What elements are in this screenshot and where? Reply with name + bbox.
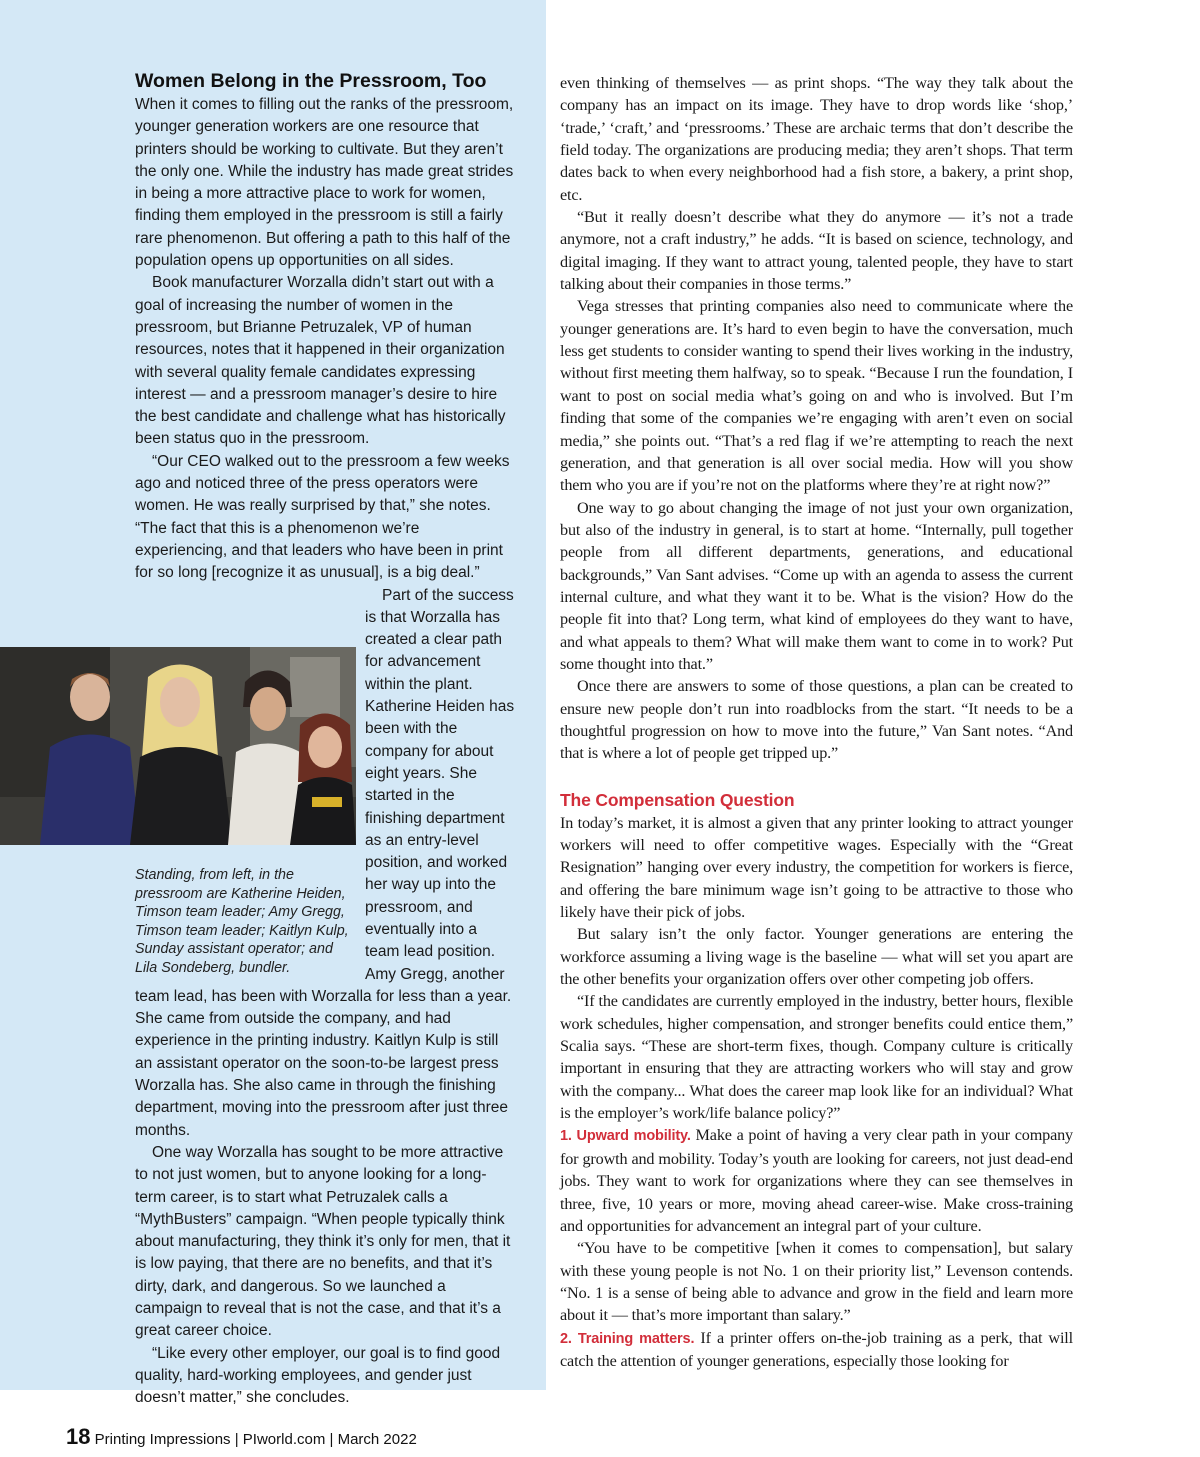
page-number: 18 (66, 1424, 91, 1449)
list-item-upward-mobility (560, 1124, 1073, 1237)
main-paragraph-1: even thinking of themselves — as print shops. “The way they talk about the company has an impact on its image. They have to drop words like ‘shop,’ ‘trade,’ ‘craft,’ and ‘pressrooms.’ These are archaic terms that don’t describe the field today. The organizations are producing media; they aren’t shops. That term dates back to when every neighborhood had a fish store, a bakery, a print shop, etc. (560, 74, 1073, 204)
sidebar-paragraph-1: When it comes to filling out the ranks of the pressroom, younger generation workers are one resource that printers should be working to cultivate. But they aren’t the only one. While the industry has made great strides in being a more attractive place to work for women, finding them employed in the pressroom is still a fairly rare phenomenon. But offering a path to this half of the population opens up opportunities on all sides. (135, 96, 514, 270)
issue-date: March 2022 (337, 1431, 417, 1448)
main-paragraph-3: Vega stresses that printing companies also need to communicate where the younger generations are. It’s hard to even begin to have the conversation, much less get students to consider wanting to spend their lives working in the industry, without first meeting them halfway, so to speak. “Because I run the foundation, I want to post on social media what’s going on and who is involved. But I’m finding that some of the companies we’re engaging with aren’t even on social media,” she points out. “That’s a red flag if we’re attempting to reach the next generation, and that generation is all over social media. How will you show them who you are if you’re not on the platforms where they’re at right now?” (560, 297, 1073, 495)
main-paragraph-2: “But it really doesn’t describe what they do anymore — it’s not a trade anymore, not a craft industry,” he adds. “It is based on science, technology, and digital imaging. If they want to attract young, talented people, they have to start talking about their companies in those terms.” (560, 208, 1073, 294)
pressroom-photo (0, 647, 356, 845)
page-footer (66, 1424, 417, 1450)
main-paragraph-4: One way to go about changing the image of not just your own organization, but also of the industry in general, is to start at home. “Internally, pull together people from all different departments, generations, and educational backgrounds,” Van Sant advises. “Come up with an agenda to assess the current internal culture, and what they want it to be. What is the vision? How do the people fit into that? Long term, what kind of employees do they want to have, and what appeals to them? What will make them want to come in to work? Put some thought into that.” (560, 498, 1073, 673)
sidebar-paragraph-4: Part of the success is that Worzalla has created a clear path for advancement within the plant. Katherine Heiden has been with the company for about eight years. She started in the finishing department as an entry-level position, and worked her way up into the pressroom, and eventually into a team lead position. Amy Gregg, another team lead, has been with Worzalla for less than a year. She came from outside the company, and had experience in the printing industry. Kaitlyn Kulp is still an assistant operator on the soon-to-be largest press Worzalla has. She also came in through the finishing department, moving into the pressroom after just three months. (135, 586, 515, 1139)
list-item-text: Make a point of having a very clear path in your company for growth and mobility. Today’s youth are looking for careers, not just dead-end jobs. They want to work for organizations where they can see themselves in three, five, 10 years or more, moving ahead career-wise. Make cross-training and opportunities for advancement an integral part of your culture. (560, 1126, 1073, 1235)
main-paragraph-5: Once there are answers to some of those questions, a plan can be created to ensure new people don’t run into roadblocks from the start. “It needs to be a thoughtful progression on how to move into the future,” Van Sant notes. “And that is where a lot of people get tripped up.” (560, 677, 1073, 763)
main-article (560, 72, 1073, 1372)
main-paragraph-6: In today’s market, it is almost a given that any printer looking to attract younger workers will need to offer competitive wages. Especially with the “Great Resignation” hanging over every industry, the competition for workers is fierce, and offering the bare minimum wage isn’t going to be attractive to those who likely have their pick of jobs. (560, 813, 1073, 922)
main-paragraph-9: “You have to be competitive [when it comes to compensation], but salary with these young people is not No. 1 on their priority list,” Levenson contends. “No. 1 is a sense of being able to advance and grow in the field and learn more about it — that’s more important than salary.” (560, 1239, 1073, 1325)
section-heading: The Compensation Question (560, 789, 795, 810)
sidebar-title: Women Belong in the Pressroom, Too (135, 70, 487, 92)
photo-caption: Standing, from left, in the pressroom are Katherine Heiden, Timson team leader; Amy Gregg, Timson team leader; Kaitlyn Kulp, Sunday assistant operator; and Lila Sondeberg, bundler. (135, 867, 349, 976)
sidebar-paragraph-3: “Our CEO walked out to the pressroom a few weeks ago and noticed three of the press operators were women. He was really surprised by that,” she notes. “The fact that this is a phenomenon we’re experiencing, and that leaders who have been in print for so long [recognize it as unusual], is a big deal.” (135, 452, 510, 582)
list-item-label: 2. Training matters. (560, 1330, 695, 1347)
main-paragraph-7: But salary isn’t the only factor. Younger generations are entering the workforce assuming a living wage is the baseline — what will set you apart are the other benefits your organization offers over other competing job offers. (560, 925, 1073, 989)
footer-separator: | (234, 1431, 239, 1448)
list-item-label: 1. Upward mobility. (560, 1128, 691, 1145)
website-label: PIworld.com (242, 1431, 326, 1448)
footer-separator: | (329, 1431, 334, 1448)
sidebar-paragraph-6: “Like every other employer, our goal is to find good quality, hard-working employees, and gender just doesn’t matter,” she concludes. (135, 1344, 501, 1407)
list-item-training-matters (560, 1327, 1073, 1373)
main-paragraph-8: “If the candidates are currently employed in the industry, better hours, flexible work schedules, higher compensation, and stronger benefits could entice them,” Scalia says. “These are short-term fixes, though. Company culture is critically important in ensuring that they are attracting workers who will stay and grow with the company... What does the career map look like for an individual? What is the employer’s work/life balance policy?” (560, 992, 1073, 1123)
sidebar-paragraph-5: One way Worzalla has sought to be more attractive to not just women, but to anyone looking for a long-term career, is to start what Petruzalek calls a “MythBusters” campaign. “When people typically think about manufacturing, they think it’s only for men, that it is low paying, that there are no benefits, and that it’s dirty, dark, and dangerous. So we launched a campaign to reveal that is not the case, and that it’s a great career choice. (135, 1143, 511, 1340)
publication-name: Printing Impressions (94, 1431, 231, 1448)
sidebar-paragraph-2: Book manufacturer Worzalla didn’t start out with a goal of increasing the number of women in the pressroom, but Brianne Petruzalek, VP of human resources, notes that it happened in their organization with several quality female candidates expressing interest — and a pressroom manager’s desire to hire the best candidate and challenge what has historically been status quo in the pressroom. (135, 274, 506, 448)
list-item-text: If a printer offers on-the-job training as a perk, that will catch the attention of younger generations, especially those looking for (560, 1328, 1073, 1370)
